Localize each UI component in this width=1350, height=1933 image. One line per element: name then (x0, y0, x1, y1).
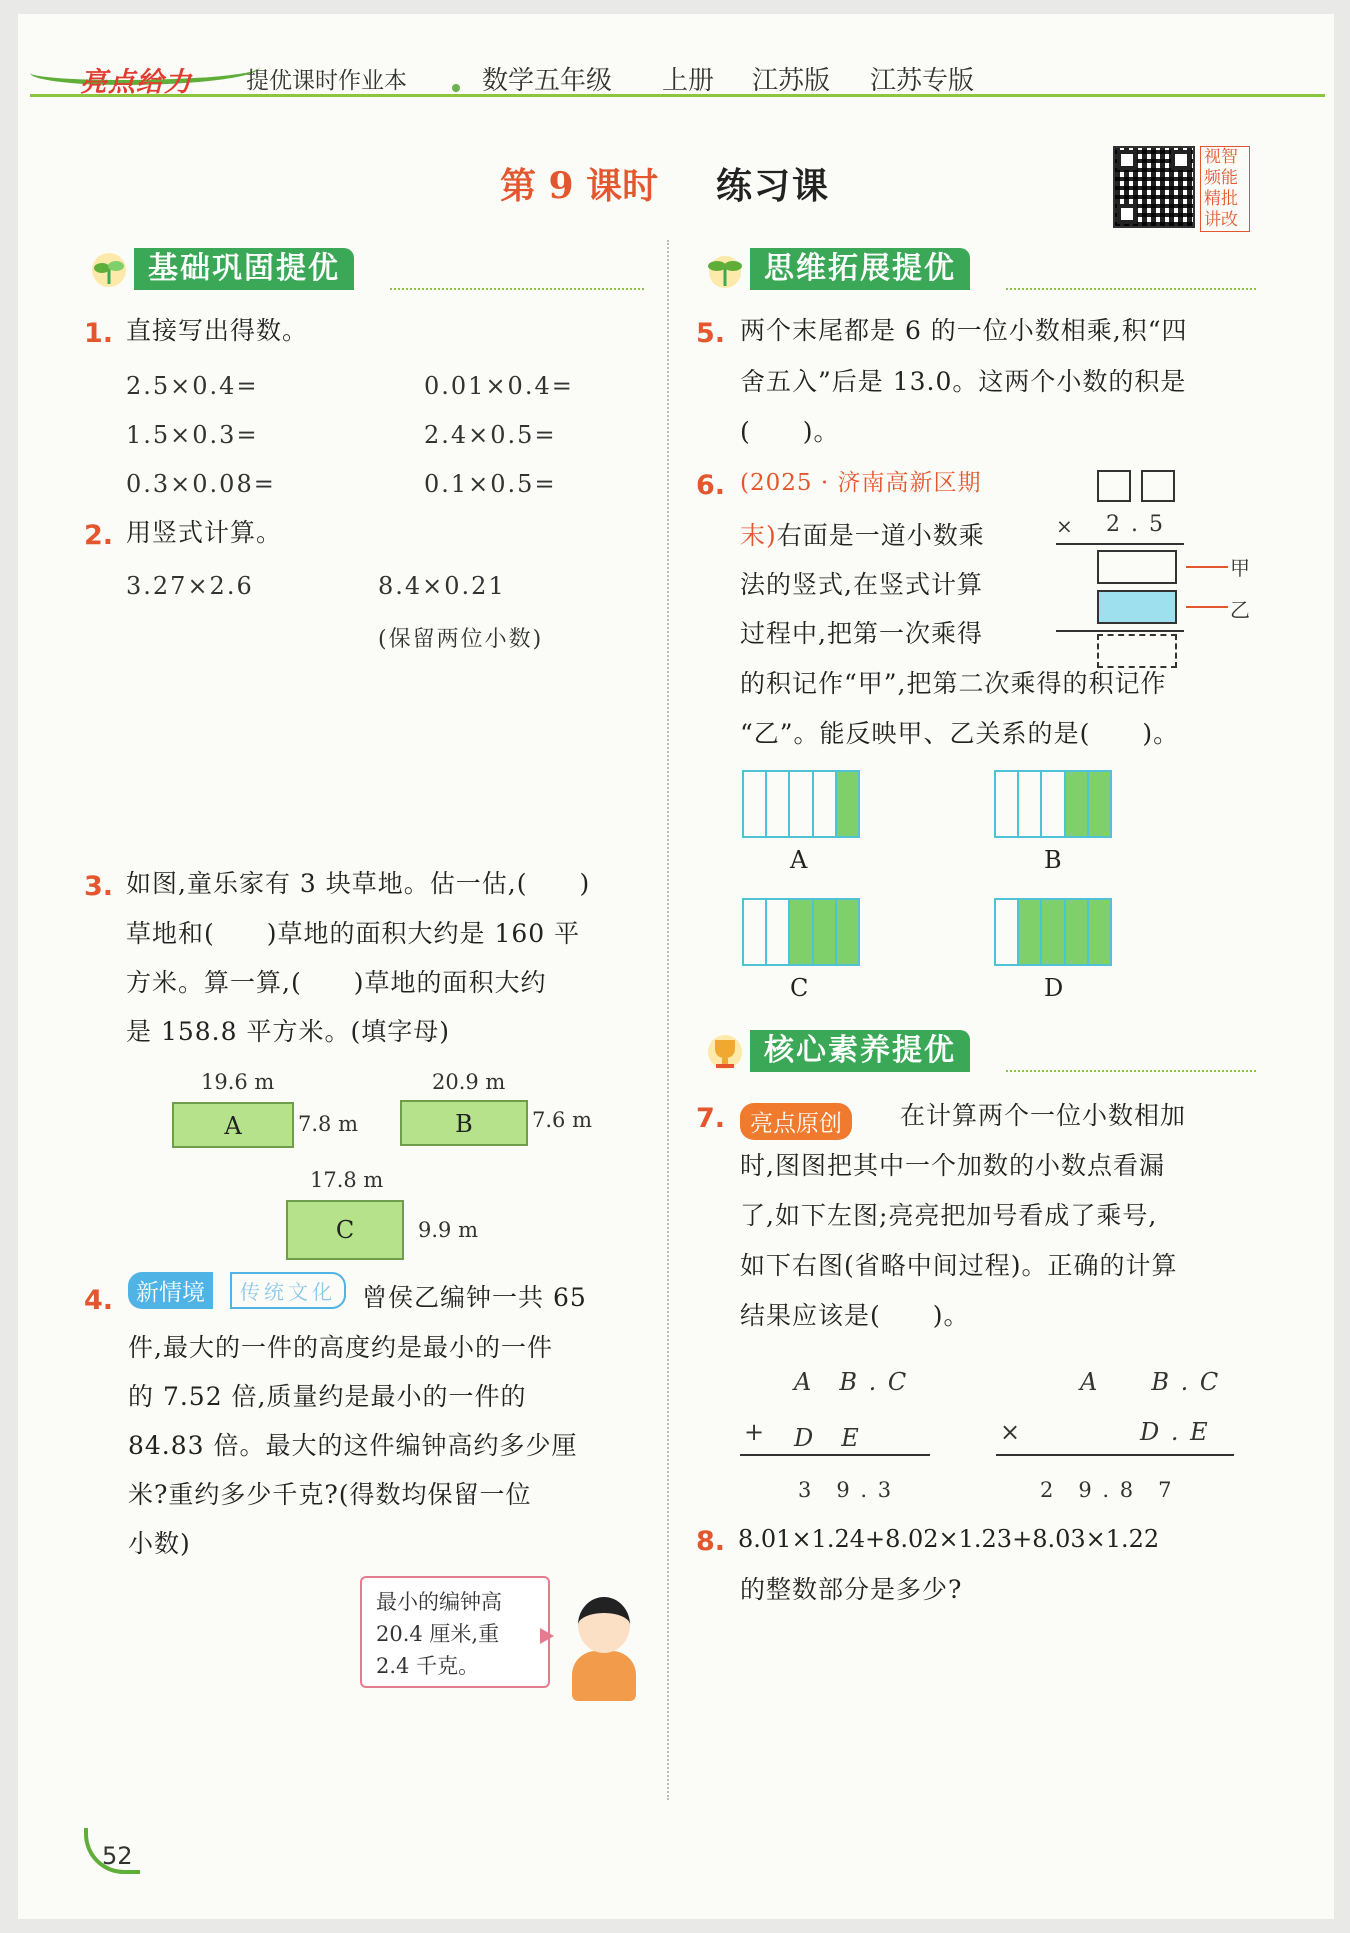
tag-original: 亮点原创 (740, 1103, 852, 1140)
calc-item: 0.1×0.5= (424, 470, 557, 498)
calc-item: 0.3×0.08= (126, 470, 276, 498)
header-volume: 上册 (662, 66, 715, 96)
q3-line: 如图,童乐家有 3 块草地。估一估,( ) (126, 869, 591, 898)
calc-line (1056, 543, 1184, 545)
q6-line: 法的竖式,在竖式计算 (740, 570, 983, 599)
q4-line: 的 7.52 倍,质量约是最小的一件的 (128, 1382, 527, 1411)
q7-number: 7. (696, 1103, 726, 1134)
trophy-icon (700, 1032, 750, 1072)
field-length: 19.6 m (201, 1070, 275, 1094)
q4-line: 件,最大的一件的高度约是最小的一件 (128, 1333, 553, 1362)
q4-line: 84.83 倍。最大的这件编钟高约多少厘 (128, 1431, 578, 1460)
arrow-icon (1186, 606, 1228, 608)
section-title: 思维拓展提优 (750, 248, 970, 290)
arrow-icon (1186, 566, 1228, 568)
q7-line: 结果应该是( )。 (740, 1301, 970, 1330)
option-a-diagram (742, 770, 860, 838)
q3-line: 是 158.8 平方米。(填字母) (126, 1017, 450, 1046)
q7-line: 时,图图把其中一个加数的小数点看漏 (740, 1151, 1165, 1180)
speech-bubble: 最小的编钟高 20.4 厘米,重 2.4 千克。 (360, 1576, 550, 1688)
calc-item: 1.5×0.3= (126, 421, 259, 449)
product-yi-box (1097, 590, 1177, 624)
mul-operator: × (1000, 1418, 1023, 1446)
field-width: 7.8 m (298, 1112, 358, 1136)
q3-number: 3. (84, 871, 114, 902)
mul-result: 2 9 . 8 7 (1040, 1478, 1174, 1502)
q8-line: 8.01×1.24+8.02×1.23+8.03×1.22 (738, 1525, 1160, 1553)
option-label: A (790, 846, 808, 874)
brand-logo: 亮点给力 (80, 67, 192, 98)
q4-line: 曾侯乙编钟一共 65 (362, 1283, 587, 1312)
brand-subtitle: 提优课时作业本 (246, 68, 407, 94)
calc-item: 2.4×0.5= (424, 421, 557, 449)
q7-line: 如下右图(省略中间过程)。正确的计算 (740, 1251, 1178, 1280)
calc-item: 2.5×0.4= (126, 372, 259, 400)
q6-line: 过程中,把第一次乘得 (740, 619, 983, 648)
q1-text: 直接写出得数。 (126, 316, 309, 345)
mul-top: A B . C (1080, 1368, 1221, 1396)
seedling-icon (84, 250, 134, 290)
q6-line-first: 末)右面是一道小数乘 (740, 521, 985, 550)
option-label: D (1044, 974, 1064, 1002)
column-divider (667, 240, 669, 1800)
tag-new-context: 新情境 (128, 1272, 213, 1309)
calc-line (740, 1454, 930, 1456)
product-jia-box (1097, 550, 1177, 584)
mul-bottom: D . E (1140, 1418, 1210, 1446)
add-operator: + (744, 1418, 767, 1446)
label-yi: 乙 (1230, 598, 1252, 622)
result-box (1097, 634, 1177, 668)
lesson-number: 第 9 课时 (500, 165, 659, 207)
q8-number: 8. (696, 1526, 726, 1557)
calc-item: 0.01×0.4= (424, 372, 574, 400)
section-thinking (700, 248, 1256, 292)
field-length: 20.9 m (432, 1070, 506, 1094)
field-c: C (286, 1200, 404, 1260)
q4-line: 米?重约多少千克?(得数均保留一位 (128, 1480, 532, 1509)
digit-box (1097, 470, 1131, 502)
qr-label: 视智频能精批讲改 (1200, 146, 1250, 232)
q3-line: 方米。算一算,( )草地的面积大约 (126, 968, 547, 997)
page-number: 52 (102, 1842, 133, 1870)
header-edition: 江苏版 (752, 66, 831, 96)
q3-line: 草地和( )草地的面积大约是 160 平 (126, 919, 581, 948)
field-width: 7.6 m (532, 1108, 592, 1132)
q4-line: 小数) (128, 1529, 191, 1558)
q6-number: 6. (696, 470, 726, 501)
q6-line: “乙”。能反映甲、乙关系的是( )。 (740, 719, 1180, 748)
option-label: B (1044, 846, 1062, 874)
field-a: A (172, 1102, 294, 1148)
q1-number: 1. (84, 318, 114, 349)
section-basic (84, 248, 644, 292)
lesson-title: 练习课 (716, 165, 831, 207)
calc-line (1056, 630, 1184, 632)
qr-code-icon[interactable] (1113, 146, 1195, 228)
q5-number: 5. (696, 318, 726, 349)
sprout-icon (700, 250, 750, 290)
boy-illustration (568, 1597, 638, 1701)
option-b-diagram (994, 770, 1112, 838)
q8-line: 的整数部分是多少? (740, 1575, 963, 1604)
section-core (700, 1030, 1256, 1074)
times-sign: × (1056, 514, 1075, 538)
q5-line: ( )。 (740, 417, 840, 446)
q7-line: 了,如下左图;亮亮把加号看成了乘号, (740, 1201, 1158, 1230)
q6-line: 的积记作“甲”,把第二次乘得的积记作 (740, 669, 1167, 698)
section-title: 核心素养提优 (750, 1030, 970, 1072)
add-top: A B . C (794, 1368, 909, 1396)
section-title: 基础巩固提优 (134, 248, 354, 290)
q2-note: (保留两位小数) (378, 627, 544, 652)
q4-number: 4. (84, 1285, 114, 1316)
q2-number: 2. (84, 520, 114, 551)
calc-line (996, 1454, 1234, 1456)
add-result: 3 9 . 3 (798, 1478, 894, 1502)
q7-line: 在计算两个一位小数相加 (900, 1101, 1187, 1130)
q5-line: 舍五入”后是 13.0。这两个小数的积是 (740, 367, 1187, 396)
option-c-diagram (742, 898, 860, 966)
option-d-diagram (994, 898, 1112, 966)
label-jia: 甲 (1230, 556, 1252, 580)
field-width: 9.9 m (418, 1218, 478, 1242)
header-grade: 数学五年级 (482, 66, 613, 96)
calc-item: 3.27×2.6 (126, 572, 254, 600)
q5-line: 两个末尾都是 6 的一位小数相乘,积“四 (740, 316, 1188, 345)
tag-traditional-culture: 传统文化 (230, 1272, 346, 1309)
option-label: C (790, 974, 809, 1002)
calc-item: 8.4×0.21 (378, 572, 506, 600)
q2-text: 用竖式计算。 (126, 518, 283, 547)
header-dot (452, 84, 460, 92)
field-b: B (400, 1100, 528, 1146)
add-bottom: D E (794, 1424, 861, 1452)
multiplier: 2 . 5 (1106, 512, 1165, 537)
q6-source: (2025 · 济南高新区期 (740, 470, 982, 496)
field-length: 17.8 m (310, 1168, 384, 1192)
digit-box (1141, 470, 1175, 502)
header-special: 江苏专版 (870, 66, 975, 96)
